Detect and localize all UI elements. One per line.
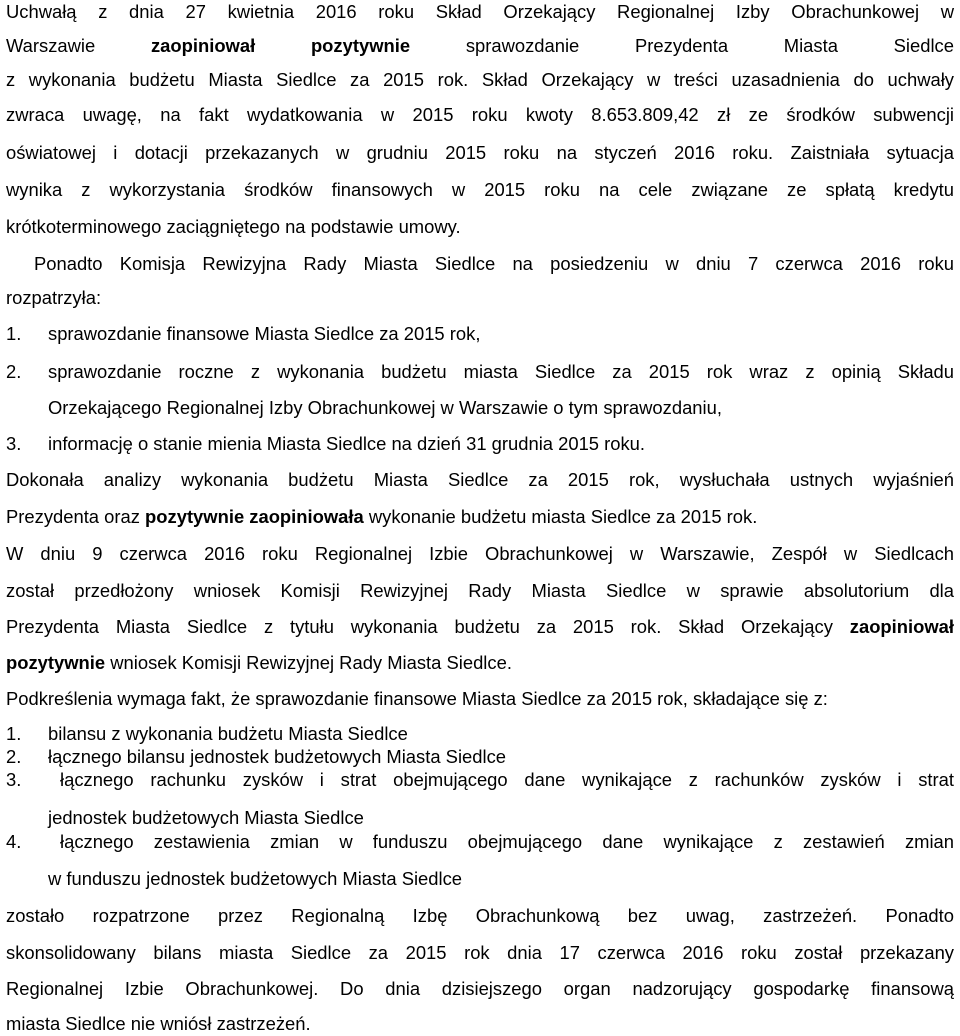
list2-item-2: łącznego bilansu jednostek budżetowych Miasta Siedlce [48,746,506,767]
bold-pozytywnie: pozytywnie [310,35,411,56]
p1-line-1: Uchwałą z dnia 27 kwietnia 2016 roku Skład Orzekający Regionalnej Izby Obrachunkowej w [6,1,954,22]
p4-line-1: W dniu 9 czerwca 2016 roku Regionalnej Izbie Obrachunkowej w Warszawie, Zespół w Siedlcach [6,543,954,564]
list1-num-2: 2. [6,361,22,382]
p4-line-4-rest: wniosek Komisji Rewizyjnej Rady Miasta Siedlce. [110,652,512,673]
p6-line-1: zostało rozpatrzone przez Regionalną Izbę Obrachunkową bez uwag, zastrzeżeń. Ponadto [6,905,954,926]
list1-item-2-line-1: sprawozdanie roczne z wykonania budżetu miasta Siedlce za 2015 rok wraz z opinią Składu [48,361,954,382]
list2-num-3: 3. [6,769,22,790]
list2-item-4-line-1: łącznego zestawienia zmian w funduszu obejmującego dane wynikające z zestawień zmian [60,831,954,852]
p2-line-2: rozpatrzyła: [6,287,102,308]
p3-line-1: Dokonała analizy wykonania budżetu Miasta Siedlce za 2015 rok, wysłuchała ustnych wyjaśnień [6,469,954,490]
p1-line-5: oświatowej i dotacji przekazanych w grudniu 2015 roku na styczeń 2016 roku. Zaistniała sytuacja [6,142,954,163]
p1-line-3: z wykonania budżetu Miasta Siedlce za 2015 rok. Skład Orzekający w treści uzasadnienia do uchwały [6,69,954,90]
list1-num-3: 3. [6,433,22,454]
bold-pozytywnie-zaopiniowala: pozytywnie zaopiniowała [145,506,364,527]
list2-num-2: 2. [6,746,22,767]
p5-line-1: Podkreślenia wymaga fakt, że sprawozdanie finansowe Miasta Siedlce za 2015 rok, składające się z: [6,688,828,709]
p1-line-6: wynika z wykorzystania środków finansowych w 2015 roku na cele związane ze spłatą kredytu [6,179,954,200]
bold-zaopiniowal-2: zaopiniował [849,616,954,637]
list2-item-4-line-2: w funduszu jednostek budżetowych Miasta Siedlce [48,868,463,889]
list1-item-3: informację o stanie mienia Miasta Siedlce na dzień 31 grudnia 2015 roku. [48,433,646,454]
list2-item-3-line-2: jednostek budżetowych Miasta Siedlce [48,807,364,828]
list1-item-2-line-2: Orzekającego Regionalnej Izby Obrachunkowej w Warszawie o tym sprawozdaniu, [48,397,722,418]
p4-line-3 [6,615,954,639]
p3-line-2-rest: wykonanie budżetu miasta Siedlce za 2015 rok. [368,506,758,527]
p3-line-2 [6,505,757,529]
p4-line-3-text: Prezydenta Miasta Siedlce z tytułu wykonania budżetu za 2015 rok. Skład Orzekający [6,616,833,637]
p1-line-7: krótkoterminowego zaciągniętego na podstawie umowy. [6,216,461,237]
p2-line-1: Ponadto Komisja Rewizyjna Rady Miasta Siedlce na posiedzeniu w dniu 7 czerwca 2016 roku [34,253,954,274]
p6-line-3: Regionalnej Izbie Obrachunkowej. Do dnia dzisiejszego organ nadzorujący gospodarkę finansową [6,978,954,999]
list2-num-1: 1. [6,723,22,744]
p3-line-2-text: Prezydenta oraz [6,506,140,527]
list1-num-1: 1. [6,323,22,344]
list2-item-3-line-1: łącznego rachunku zysków i strat obejmującego dane wynikające z rachunków zysków i strat [60,769,954,790]
p6-line-4: miasta Siedlce nie wniósł zastrzeżeń. [6,1013,311,1034]
p4-line-4 [6,651,512,675]
list1-item-1: sprawozdanie finansowe Miasta Siedlce za 2015 rok, [48,323,481,344]
p1-line-4: zwraca uwagę, na fakt wydatkowania w 2015 roku kwoty 8.653.809,42 zł ze środków subwencji [6,104,954,125]
bold-pozytywnie-2: pozytywnie [6,652,106,673]
list2-item-1: bilansu z wykonania budżetu Miasta Siedlce [48,723,408,744]
list2-num-4: 4. [6,831,22,852]
p1-line-2-rest: sprawozdanie Prezydenta Miasta Siedlce [465,35,954,56]
p4-line-2: został przedłożony wniosek Komisji Rewizyjnej Rady Miasta Siedlce w sprawie absolutorium dla [6,580,954,601]
bold-zaopiniowal: zaopiniował [150,35,256,56]
p1-line-2-text: Warszawie [6,35,96,56]
p1-line-2 [6,34,954,58]
p6-line-2: skonsolidowany bilans miasta Siedlce za 2015 rok dnia 17 czerwca 2016 roku został przekazany [6,942,954,963]
